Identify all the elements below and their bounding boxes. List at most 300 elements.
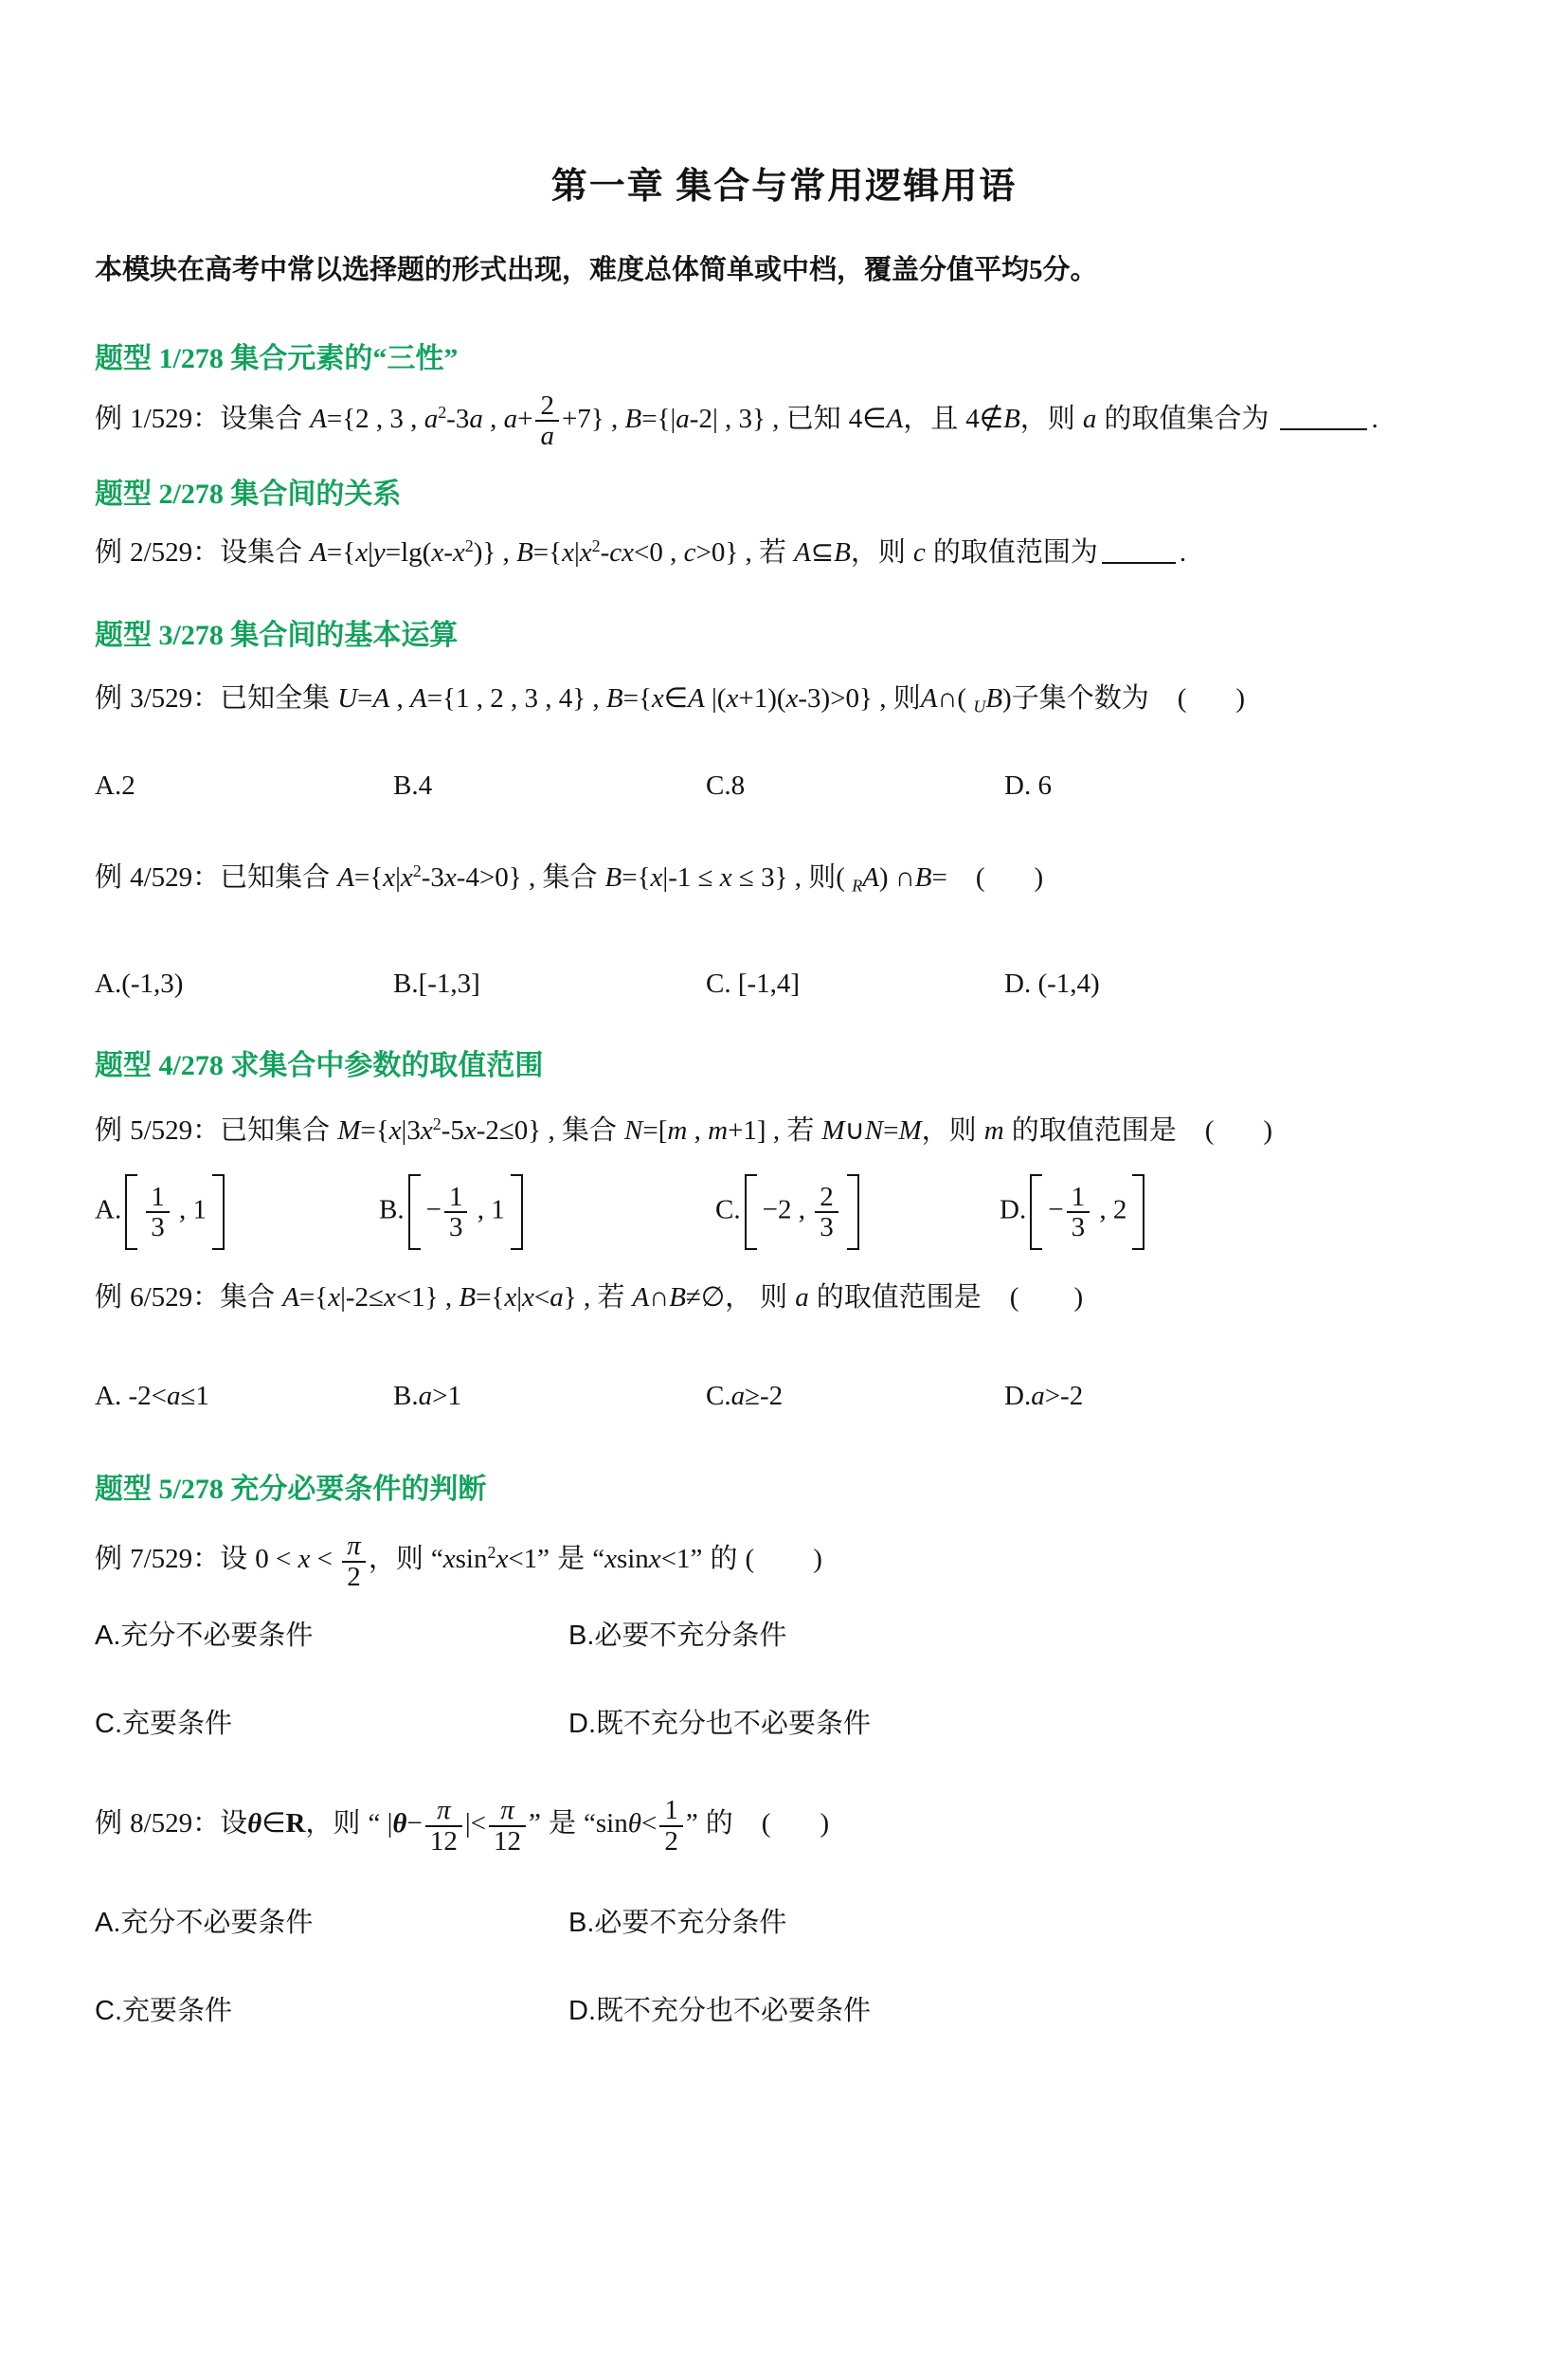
text-run: 集合 (542, 861, 605, 893)
math-run: <1” (660, 1544, 703, 1575)
text-run: ，则 (305, 1808, 369, 1839)
answer-blank (1280, 401, 1367, 430)
options-grid-example-7 (95, 1614, 1473, 1741)
fraction-numerator: 1 (1067, 1183, 1090, 1213)
math-run: -3 (421, 861, 444, 893)
math-run: ∈ (261, 1808, 286, 1839)
options-row-example-5 (95, 1174, 1473, 1250)
math-run: ≥-2 (745, 1381, 784, 1412)
subscript: R (852, 876, 863, 896)
example-1-line (95, 391, 1473, 451)
math-variable: x (400, 861, 413, 893)
math-variable: a (469, 404, 483, 435)
right-bracket (212, 1174, 225, 1250)
math-variable: M (898, 1114, 922, 1146)
math-variable: A (688, 683, 705, 715)
math-run: = (883, 1114, 899, 1146)
text-run: ：设集合 (192, 404, 311, 435)
text-run: ， 则 (725, 1282, 796, 1313)
math-variable: a (1082, 404, 1097, 435)
math-variable: c (912, 536, 926, 568)
math-run: , 2 (1092, 1194, 1127, 1225)
math-variable: A (310, 536, 327, 568)
option-c: C.8 (706, 770, 746, 801)
math-bold: R (285, 1808, 306, 1839)
option-b (379, 1174, 715, 1250)
text-run: 若 (786, 1114, 822, 1146)
topic-heading-5: 题型 5/278 充分必要条件的判断 (95, 1474, 487, 1506)
math-variable: A (310, 404, 327, 435)
option-d (1004, 1381, 1473, 1412)
math-run: “ | (368, 1808, 393, 1839)
math-variable: A (886, 404, 904, 435)
math-run: | (395, 861, 401, 893)
text-run: 的取值范围是 (1003, 1114, 1177, 1146)
math-run: D. (1000, 1194, 1027, 1225)
math-run: <1” (508, 1544, 550, 1575)
text-run: ：已知全集 (192, 683, 338, 715)
math-run: , 1 (470, 1194, 505, 1225)
text-run: ：已知集合 (192, 861, 338, 893)
right-bracket (1132, 1174, 1144, 1250)
math-run: 4∈ (848, 404, 887, 435)
option-d (1000, 1174, 1473, 1250)
option-c: C.充要条件 (95, 1996, 233, 2027)
option-b (393, 1381, 706, 1412)
math-variable: x (443, 861, 457, 893)
math-variable: B (516, 536, 533, 568)
math-run: A. (95, 1194, 122, 1225)
text-run: 子集个数为 (1011, 683, 1149, 715)
math-variable: B (459, 1282, 477, 1313)
math-run: ( (745, 1544, 755, 1575)
math-run: − (406, 1808, 423, 1839)
superscript: 2 (464, 536, 474, 555)
math-variable: x (562, 536, 574, 568)
text-run: ，则 (1019, 404, 1083, 435)
math-run: | (368, 536, 373, 568)
text-run: 则 (808, 861, 837, 893)
math-run: ) (820, 1808, 830, 1839)
options-row-example-4 (95, 969, 1473, 1000)
text-run: 已知 (785, 404, 849, 435)
math-run: +1)( (738, 683, 786, 715)
math-variable: B (985, 683, 1003, 715)
math-run: B. (393, 1381, 419, 1412)
option-a: A.充分不必要条件 (95, 1621, 314, 1652)
math-run: >-2 (1044, 1381, 1084, 1412)
text-run: 则 (892, 683, 921, 715)
math-variable: M (821, 1114, 845, 1146)
math-run: ≠∅ (685, 1282, 726, 1313)
math-run: | (516, 1282, 523, 1313)
math-variable: a (676, 404, 690, 435)
math-fraction (444, 1183, 468, 1242)
math-run: C. (715, 1194, 741, 1225)
math-fraction (535, 391, 559, 451)
math-variable: x (442, 1544, 456, 1575)
math-fraction (1067, 1183, 1090, 1242)
math-variable: x (463, 1114, 477, 1146)
math-run: ) (1235, 683, 1246, 715)
text-run: 例 (95, 1114, 131, 1146)
math-run: C. (706, 1381, 731, 1412)
text-run: ：设集合 (192, 536, 311, 568)
math-variable: U (337, 683, 358, 715)
text-run: 例 (95, 536, 131, 568)
math-variable: a (730, 1381, 746, 1412)
math-run: >0} , (695, 536, 760, 568)
text-run: 若 (597, 1282, 633, 1313)
text-run: 的取值集合为 (1096, 404, 1277, 435)
math-run: 5/529 (130, 1114, 193, 1146)
chapter-title: 第一章 集合与常用逻辑用语 (550, 167, 1018, 207)
text-run: ：集合 (192, 1282, 283, 1313)
math-variable: x (785, 683, 799, 715)
math-run: ={ (298, 1282, 329, 1313)
document-page (0, 156, 1568, 2028)
text-run: ，且 (903, 404, 966, 435)
math-run: “ (430, 1544, 443, 1575)
math-variable: x (604, 1544, 617, 1575)
math-run: sin (616, 1544, 649, 1575)
math-variable: c (683, 536, 696, 568)
math-run: -3 (446, 404, 470, 435)
example-2-line (95, 534, 1473, 570)
math-variable: B (605, 683, 623, 715)
math-run: 6/529 (130, 1282, 193, 1313)
right-bracket (847, 1174, 859, 1250)
math-run: −2 , (762, 1194, 813, 1225)
math-variable: a (1031, 1381, 1045, 1412)
fraction-denominator: 2 (664, 1825, 678, 1857)
text-run: 例 (95, 1808, 131, 1839)
math-run: | (573, 536, 580, 568)
math-variable: a (503, 404, 518, 435)
example-8-line (95, 1796, 1473, 1856)
math-variable: x (355, 536, 369, 568)
fraction-denominator: 3 (1071, 1212, 1086, 1243)
math-run: - (443, 536, 453, 568)
example-4-line (95, 860, 1473, 897)
text-run: 例 (95, 1282, 131, 1313)
text-run: 若 (759, 536, 795, 568)
math-variable: a (418, 1381, 433, 1412)
math-run: < (533, 1282, 550, 1313)
left-bracket (1030, 1174, 1042, 1250)
intro-paragraph: 本模块在高考中常以选择题的形式出现，难度总体简单或中档，覆盖分值平均5分。 (95, 255, 1098, 285)
math-run: +7} , (561, 404, 625, 435)
math-run: ={ (326, 536, 356, 568)
math-run: A. -2< (95, 1381, 167, 1412)
math-fraction (489, 1796, 526, 1856)
fraction-denominator: 3 (820, 1212, 834, 1243)
math-run: “sin (584, 1808, 628, 1839)
math-variable: B (669, 1282, 686, 1313)
math-run: 4∉ (965, 404, 1004, 435)
option-a (95, 1174, 379, 1250)
subscript: U (973, 697, 986, 716)
math-run: ⊆ (810, 536, 835, 568)
math-variable: N (864, 1114, 884, 1146)
math-variable: x (522, 1282, 534, 1313)
option-b: B.4 (393, 770, 433, 801)
math-run: < (310, 1544, 340, 1575)
math-variable: B (624, 404, 642, 435)
math-fraction (146, 1183, 170, 1242)
option-a: A.2 (95, 770, 135, 801)
math-run: B. (379, 1194, 405, 1225)
math-variable: m (667, 1114, 688, 1146)
math-run: . (1179, 536, 1187, 568)
math-run: . (1371, 404, 1379, 435)
example-3-line (95, 681, 1473, 717)
fraction-numerator: 2 (535, 391, 559, 422)
superscript: 2 (487, 1543, 496, 1563)
left-bracket (745, 1174, 757, 1250)
math-run: sin (455, 1544, 488, 1575)
fraction-numerator: 1 (146, 1183, 170, 1213)
math-run: -2≤0} , (476, 1114, 562, 1146)
math-run: ∪ (844, 1114, 865, 1146)
math-variable: x (420, 1114, 433, 1146)
topic-heading-2: 题型 2/278 集合间的关系 (95, 478, 402, 510)
math-run: ( (1009, 1282, 1019, 1313)
math-variable: A (632, 1282, 650, 1313)
text-run: ：设 (192, 1544, 256, 1575)
math-variable: x (504, 1282, 517, 1313)
math-variable: A (920, 683, 938, 715)
math-variable: x (431, 536, 444, 568)
math-run: |-1 ≤ (662, 861, 720, 893)
option-a: A.充分不必要条件 (95, 1908, 314, 1939)
math-variable: x (648, 1544, 661, 1575)
math-run: )} , (473, 536, 517, 568)
math-variable: A (282, 1282, 299, 1313)
math-variable: A (409, 683, 427, 715)
math-fraction (342, 1531, 366, 1591)
math-run: ) (1263, 1114, 1273, 1146)
option-d: D.既不充分也不必要条件 (568, 1996, 872, 2027)
text-run: 是 (550, 1544, 593, 1575)
math-run: =[ (642, 1114, 668, 1146)
math-variable: a (795, 1282, 809, 1313)
math-run: <1} , (395, 1282, 460, 1313)
option-b: B.必要不充分条件 (568, 1908, 787, 1939)
right-bracket (511, 1174, 523, 1250)
math-run: ) (1034, 861, 1044, 893)
answer-blank (1102, 534, 1176, 564)
math-variable: B (1003, 404, 1020, 435)
math-run: -4>0} , (456, 861, 543, 893)
math-run: ≤1 (180, 1381, 209, 1412)
option-c: C.充要条件 (95, 1709, 233, 1740)
math-run: ) (1073, 1282, 1084, 1313)
fraction-denominator: 12 (429, 1825, 458, 1857)
math-fraction (815, 1183, 838, 1242)
math-run: - (600, 536, 610, 568)
math-run: ={ (622, 683, 652, 715)
math-run: ∩( (937, 683, 974, 715)
option-d: D. 6 (1004, 770, 1052, 801)
math-run: ={ (532, 536, 563, 568)
math-run: ( (975, 861, 985, 893)
superscript: 2 (432, 1114, 442, 1133)
math-run: 0 < (255, 1544, 298, 1575)
math-run: ={| (641, 404, 676, 435)
superscript: 2 (438, 403, 447, 423)
text-run: 例 (95, 683, 131, 715)
math-run: , 1 (171, 1194, 207, 1225)
options-row-example-3 (95, 770, 1473, 802)
option-a (95, 1381, 393, 1412)
math-variable: a (424, 404, 439, 435)
math-variable: m (983, 1114, 1004, 1146)
math-variable: m (708, 1114, 729, 1146)
option-a: A.(-1,3) (95, 968, 184, 999)
math-variable: A (794, 536, 811, 568)
topic-heading-1: 题型 1/278 集合元素的“三性” (95, 343, 459, 374)
math-run: 7/529 (130, 1544, 193, 1575)
math-run: “ (592, 1544, 605, 1575)
fraction-denominator: 3 (448, 1212, 463, 1243)
math-run: } , (563, 1282, 598, 1313)
math-run: -3)>0} , (798, 683, 893, 715)
math-run: |( (704, 683, 727, 715)
math-variable: x (452, 536, 465, 568)
fraction-numerator: π (342, 1531, 366, 1562)
math-run: ={ (476, 1282, 505, 1313)
math-variable: M (337, 1114, 361, 1146)
text-run: ，则 (921, 1114, 984, 1146)
text-run: 例 (95, 861, 131, 893)
example-6-line (95, 1280, 1473, 1314)
text-run: 的取值范围为 (925, 536, 1098, 568)
math-variable: x (388, 1114, 402, 1146)
math-variable: x (650, 861, 663, 893)
math-run: ” (529, 1808, 541, 1839)
option-c: C. [-1,4] (706, 968, 801, 999)
math-run: |-2≤ (340, 1282, 384, 1313)
math-run: ∩ (649, 1282, 670, 1313)
math-run: ={ (353, 861, 384, 893)
fraction-denominator: a (540, 421, 554, 452)
math-run: ={ (622, 861, 651, 893)
text-run: ：已知集合 (192, 1114, 338, 1146)
fraction-numerator: 1 (659, 1796, 683, 1826)
option-d: D. (-1,4) (1004, 968, 1100, 999)
math-run: |< (464, 1808, 487, 1839)
math-run: -2| , 3} , (689, 404, 786, 435)
math-run: = (357, 683, 373, 715)
math-variable: x (383, 861, 396, 893)
math-run: ( (761, 1808, 771, 1839)
superscript: 2 (412, 861, 422, 881)
math-variable: A (372, 683, 390, 715)
math-run: − (1048, 1194, 1064, 1225)
math-run: , (687, 1114, 709, 1146)
text-run: 例 (95, 404, 131, 435)
math-variable: x (579, 536, 592, 568)
math-variable: cx (609, 536, 635, 568)
option-c (706, 1381, 1004, 1412)
math-run: =lg( (385, 536, 432, 568)
math-run: +1] , (728, 1114, 787, 1146)
math-run: ={1 , 2 , 3 , 4} , (426, 683, 606, 715)
superscript: 2 (591, 536, 601, 555)
fraction-denominator: 12 (494, 1825, 522, 1857)
math-run: 8/529 (130, 1808, 193, 1839)
math-run: D. (1004, 1381, 1032, 1412)
text-run: 的取值范围是 (808, 1282, 982, 1313)
math-run: < (640, 1808, 658, 1839)
math-variable: B (604, 861, 622, 893)
fraction-numerator: 1 (444, 1183, 468, 1213)
fraction-numerator: 2 (815, 1183, 838, 1213)
math-run: |3 (401, 1114, 421, 1146)
text-run: ，则 (368, 1544, 431, 1575)
text-run: ，则 (850, 536, 913, 568)
option-b: B.[-1,3] (393, 968, 480, 999)
math-run: ={ (360, 1114, 389, 1146)
math-variable: y (372, 536, 386, 568)
math-run: ( (1177, 683, 1187, 715)
math-variable: A (862, 861, 879, 893)
math-run: <0 , (634, 536, 684, 568)
math-run: ( (836, 861, 853, 893)
math-variable: x (496, 1544, 509, 1575)
math-fraction (659, 1796, 683, 1856)
left-bracket (125, 1174, 137, 1250)
math-run: ={2 , 3 , (326, 404, 424, 435)
fraction-denominator: 3 (151, 1212, 165, 1243)
fraction-numerator: π (489, 1796, 526, 1826)
math-variable: x (297, 1544, 311, 1575)
math-run: 1/529 (130, 404, 193, 435)
topic-heading-4: 题型 4/278 求集合中参数的取值范围 (95, 1049, 544, 1081)
fraction-denominator: 2 (347, 1561, 361, 1592)
example-5-line (95, 1114, 1473, 1148)
math-variable: a (550, 1282, 564, 1313)
math-run: ) ∩ (878, 861, 915, 893)
text-run: 的 (697, 1808, 733, 1839)
math-run: , (482, 404, 504, 435)
text-run: 的 (702, 1544, 746, 1575)
math-variable: x (726, 683, 739, 715)
math-bold-variable: θ (247, 1808, 262, 1839)
math-variable: x (383, 1282, 396, 1313)
math-run: ∈ (663, 683, 689, 715)
math-variable: N (624, 1114, 643, 1146)
math-run: >1 (432, 1381, 461, 1412)
text-run: ：设 (192, 1808, 248, 1839)
math-run: ) (1002, 683, 1012, 715)
math-run: = (931, 861, 947, 893)
math-run: − (425, 1194, 442, 1225)
math-run: ” (685, 1808, 698, 1839)
topic-heading-3: 题型 3/278 集合间的基本运算 (95, 620, 459, 652)
math-variable: a (166, 1381, 181, 1412)
math-run: 4/529 (130, 861, 193, 893)
math-run: -5 (441, 1114, 464, 1146)
math-bold-variable: θ (392, 1808, 407, 1839)
math-run: ≤ 3} , (731, 861, 809, 893)
math-variable: B (834, 536, 851, 568)
text-run: 是 (540, 1808, 585, 1839)
option-d: D.既不充分也不必要条件 (568, 1709, 872, 1740)
options-row-example-6 (95, 1381, 1473, 1412)
math-run: ( (1204, 1114, 1215, 1146)
